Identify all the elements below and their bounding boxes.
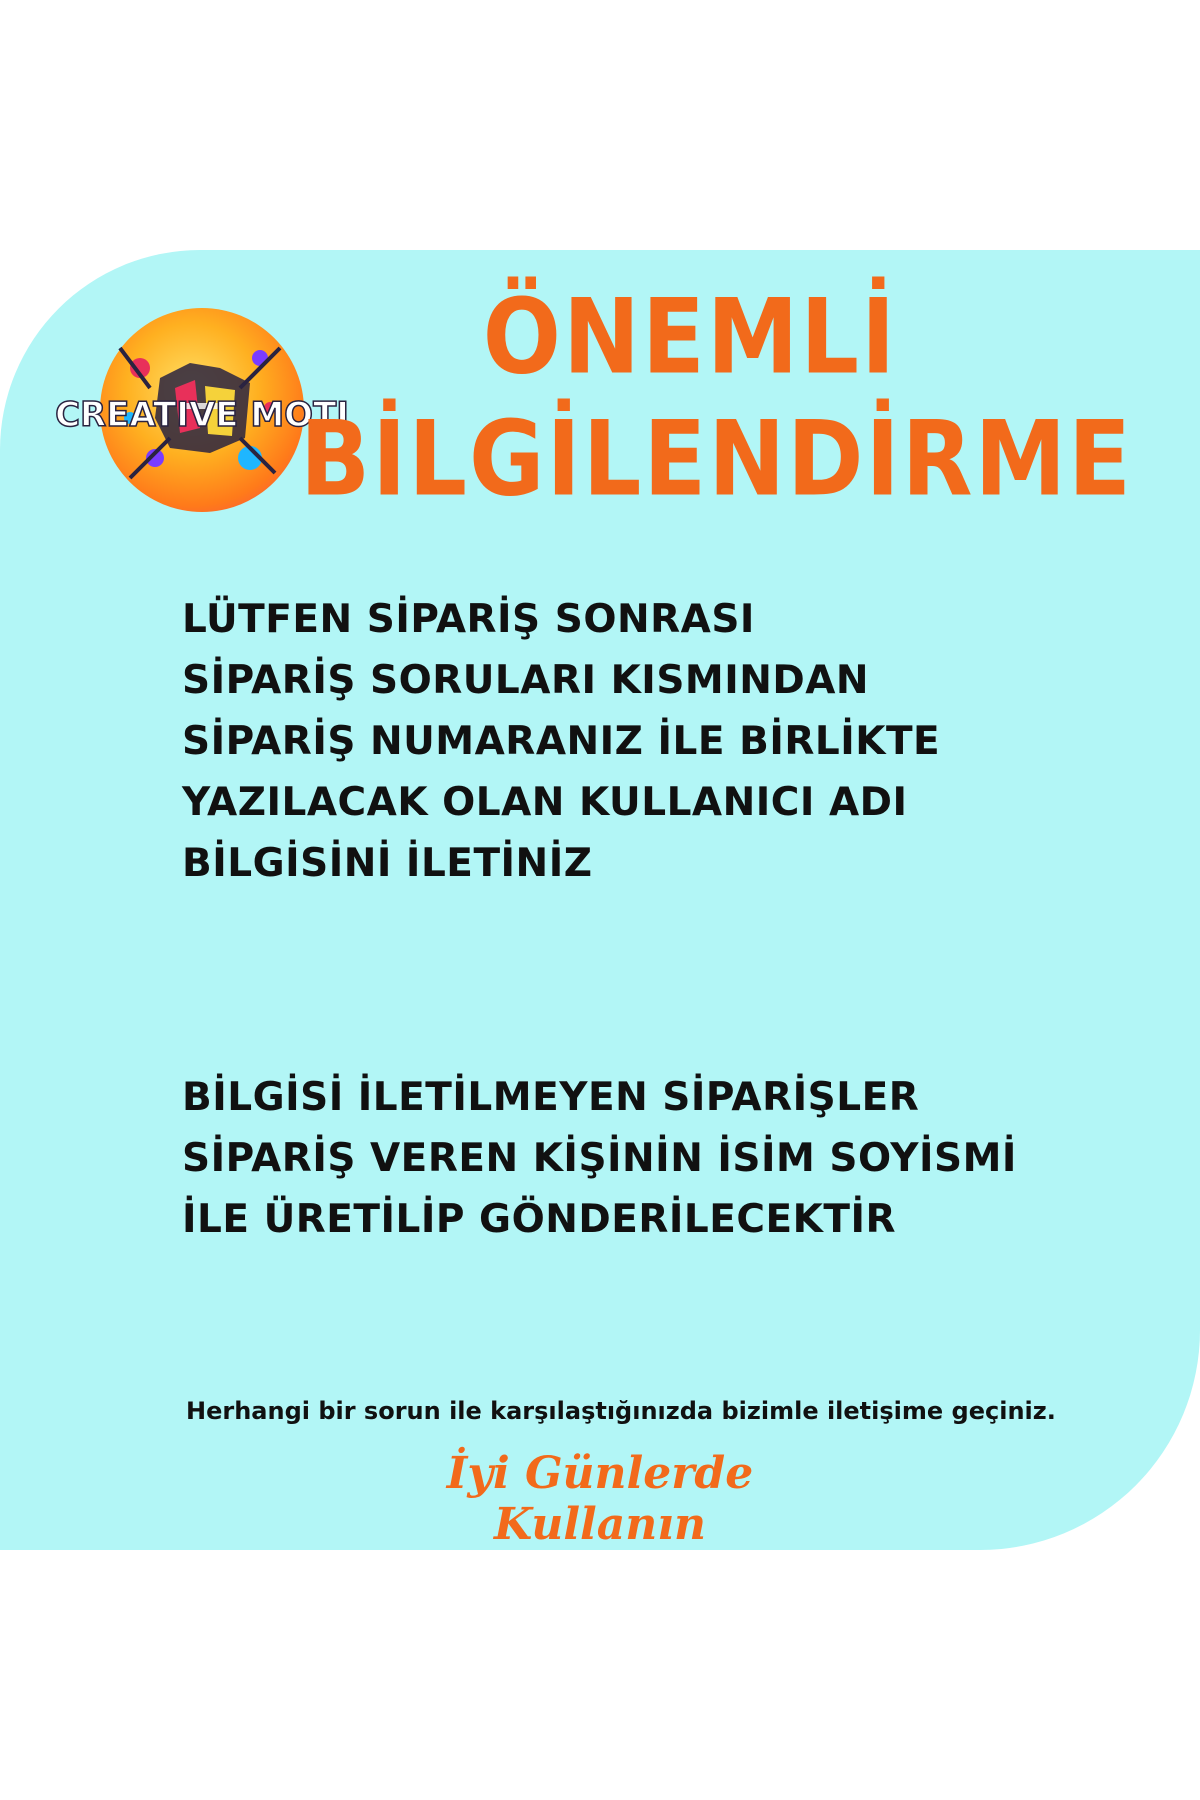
logo-text: CREATIVE MOTI	[55, 395, 349, 435]
brand-logo	[55, 308, 349, 512]
instruction-line: YAZILACAK OLAN KULLANICI ADI	[182, 780, 908, 825]
instruction-line: LÜTFEN SİPARİŞ SONRASI	[182, 597, 755, 642]
title-line-1: ÖNEMLİ	[482, 277, 898, 398]
greeting-text: İyi Günlerde Kullanın	[446, 1448, 754, 1550]
warning-line: BİLGİSİ İLETİLMEYEN SİPARİŞLER	[182, 1075, 920, 1120]
warning-line: İLE ÜRETİLİP GÖNDERİLECEKTİR	[182, 1197, 897, 1242]
instruction-line: BİLGİSİNİ İLETİNİZ	[182, 841, 593, 886]
instruction-line: SİPARİŞ NUMARANIZ İLE BİRLİKTE	[182, 719, 941, 764]
title-line-2: BİLGİLENDİRME	[300, 399, 1134, 520]
paint-splash-logo-icon	[55, 308, 349, 512]
warning-line: SİPARİŞ VEREN KİŞİNİN İSİM SOYİSMİ	[182, 1136, 1017, 1181]
contact-help-text: Herhangi bir sorun ile karşılaştığınızda bizimle iletişime geçiniz.	[186, 1397, 1056, 1425]
default-name-warning	[182, 1067, 1017, 1250]
instruction-line: SİPARİŞ SORULARI KISMINDAN	[182, 658, 870, 703]
order-info-instructions	[182, 589, 940, 894]
